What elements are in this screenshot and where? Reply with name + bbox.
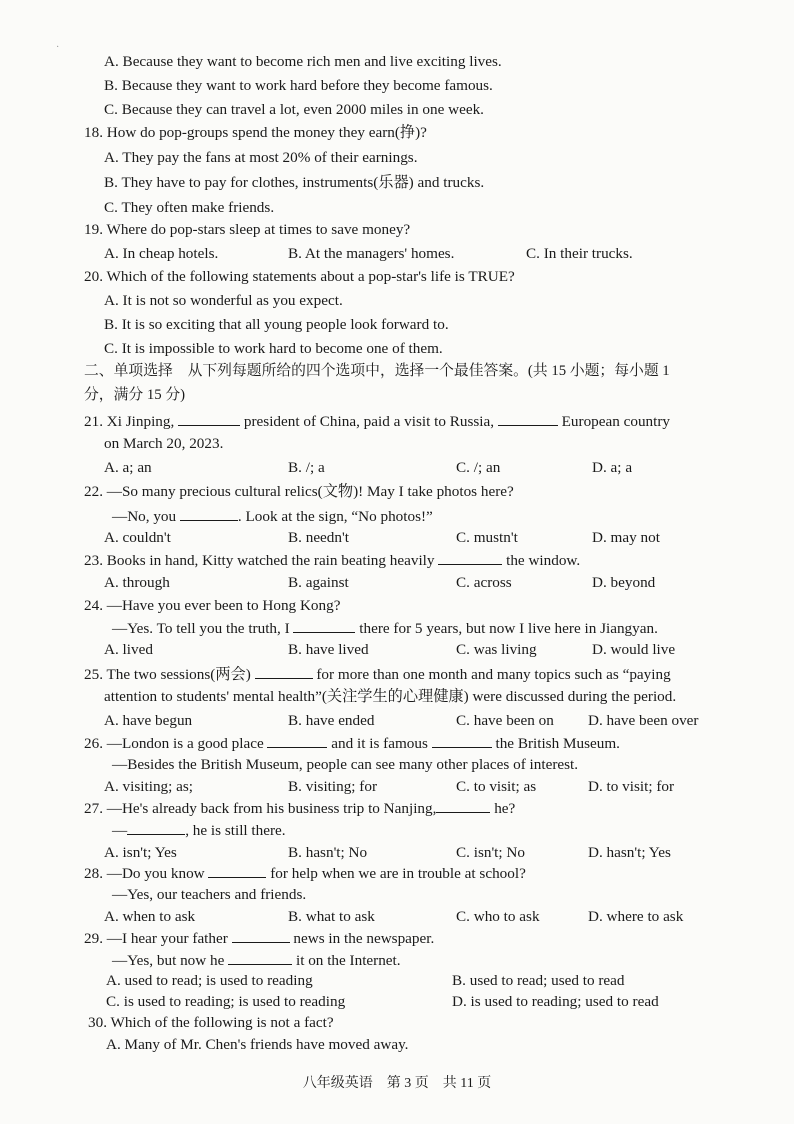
q19-option-c: C. In their trucks. [526, 245, 633, 262]
q23-stem-text-1: 23. Books in hand, Kitty watched the rain beating heavily [84, 552, 439, 569]
q18-stem: 18. How do pop-groups spend the money they earn(挣)? [84, 124, 427, 141]
q29-option-d: D. is used to reading; used to read [452, 993, 659, 1010]
q29-reply [112, 950, 401, 971]
q27-option-b: B. hasn't; No [288, 844, 368, 861]
q28-options [0, 907, 794, 927]
q17-option-a: A. Because they want to become rich men and live exciting lives. [104, 53, 502, 70]
q29-stem-text-2: news in the newspaper. [289, 930, 435, 947]
q21-options [0, 458, 794, 478]
q21-stem-text-1: 21. Xi Jinping, [84, 413, 179, 430]
q21-stem-text-3: European country [557, 413, 671, 430]
q24-stem: 24. —Have you ever been to Hong Kong? [84, 597, 341, 614]
q22-option-d: D. may not [592, 529, 660, 546]
q27-reply-text-1: — [112, 822, 128, 839]
q27-reply [112, 820, 286, 841]
q28-stem-text-1: 28. —Do you know [84, 865, 209, 882]
q24-reply-text-1: —Yes. To tell you the truth, I [112, 620, 294, 637]
q28-reply: —Yes, our teachers and friends. [112, 886, 307, 903]
q23-stem [84, 550, 580, 571]
q22-reply-text-1: —No, you [112, 508, 180, 525]
q29-options-ab [0, 971, 794, 991]
q24-option-a: A. lived [104, 641, 153, 658]
q27-stem-text-2: he? [490, 800, 516, 817]
q19-options [0, 244, 794, 264]
q18-option-c: C. They often make friends. [104, 199, 275, 216]
q27-reply-text-2: , he is still there. [185, 822, 286, 839]
q24-option-b: B. have lived [288, 641, 369, 658]
q26-stem [84, 733, 620, 754]
q27-stem [84, 798, 515, 819]
q30-stem: 30. Which of the following is not a fact? [88, 1014, 334, 1031]
q20-option-a: A. It is not so wonderful as you expect. [104, 292, 343, 309]
q29-stem [84, 928, 434, 949]
q25-option-c: C. have been on [456, 712, 554, 729]
q25-stem-text-2: for more than one month and many topics such as “paying [312, 666, 671, 683]
q20-option-c: C. It is impossible to work hard to become one of them. [104, 340, 443, 357]
q28-stem [84, 863, 526, 884]
q24-reply [112, 618, 658, 639]
q21-stem-text-2: president of China, paid a visit to Russia, [240, 413, 498, 430]
q22-reply-text-2: . Look at the sign, “No photos!” [237, 508, 433, 525]
q26-options [0, 777, 794, 797]
q24-option-d: D. would live [592, 641, 676, 658]
q26-option-d: D. to visit; for [588, 778, 675, 795]
q23-option-a: A. through [104, 574, 170, 591]
q27-blank-2 [127, 820, 185, 835]
q20-option-b: B. It is so exciting that all young people look forward to. [104, 316, 449, 333]
corner-mark: · [56, 42, 60, 53]
q26-blank-1 [267, 733, 327, 748]
q28-option-a: A. when to ask [104, 908, 196, 925]
q29-option-c: C. is used to reading; is used to reading [106, 993, 346, 1010]
q27-stem-text-1: 27. —He's already back from his business trip to Nanjing, [84, 800, 437, 817]
q22-option-b: B. needn't [288, 529, 349, 546]
q28-blank [208, 863, 266, 878]
q22-blank [180, 506, 238, 521]
q22-options [0, 528, 794, 548]
q29-options-cd [0, 992, 794, 1012]
q29-reply-text-1: —Yes, but now he [112, 952, 229, 969]
q23-option-b: B. against [288, 574, 349, 591]
q26-stem-text-2: and it is famous [327, 735, 432, 752]
q24-options [0, 640, 794, 660]
q23-stem-text-2: the window. [502, 552, 581, 569]
q21-option-a: A. a; an [104, 459, 152, 476]
q18-option-b: B. They have to pay for clothes, instruments(乐器) and trucks. [104, 174, 485, 191]
q28-option-b: B. what to ask [288, 908, 375, 925]
q17-option-c: C. Because they can travel a lot, even 2000 miles in one week. [104, 101, 484, 118]
q20-stem: 20. Which of the following statements about a pop-star's life is TRUE? [84, 268, 515, 285]
q29-reply-text-2: it on the Internet. [292, 952, 401, 969]
q26-option-b: B. visiting; for [288, 778, 378, 795]
q24-blank [293, 618, 355, 633]
q29-stem-text-1: 29. —I hear your father [84, 930, 232, 947]
q26-stem-text-1: 26. —London is a good place [84, 735, 268, 752]
q25-option-a: A. have begun [104, 712, 193, 729]
q27-option-d: D. hasn't; Yes [588, 844, 671, 861]
q22-reply [112, 506, 433, 527]
q26-option-a: A. visiting; as; [104, 778, 194, 795]
q25-stem-cont: attention to students' mental health”(关注学生的心理健康) were discussed during the period. [104, 688, 677, 705]
q28-option-d: D. where to ask [588, 908, 684, 925]
q21-option-b: B. /; a [288, 459, 325, 476]
q21-option-c: C. /; an [456, 459, 501, 476]
q24-reply-text-2: there for 5 years, but now I live here in Jiangyan. [355, 620, 658, 637]
q17-option-b: B. Because they want to work hard before they become famous. [104, 77, 493, 94]
q30-option-a: A. Many of Mr. Chen's friends have moved away. [106, 1036, 409, 1053]
q21-blank-1 [178, 411, 240, 426]
q28-option-c: C. who to ask [456, 908, 540, 925]
section-title: 二、单项选择 从下列每题所给的四个选项中，选择一个最佳答案。(共 15 小题；每小题 1 [84, 363, 670, 379]
q27-options [0, 843, 794, 863]
q25-stem-text-1: 25. The two sessions(两会) [84, 666, 255, 683]
q25-option-b: B. have ended [288, 712, 375, 729]
section-title-cont: 分，满分 15 分) [84, 387, 186, 403]
q23-blank [438, 550, 502, 565]
q24-option-c: C. was living [456, 641, 537, 658]
q26-stem-text-3: the British Museum. [491, 735, 620, 752]
q23-options [0, 573, 794, 593]
q27-option-c: C. isn't; No [456, 844, 525, 861]
q25-option-d: D. have been over [588, 712, 699, 729]
q26-blank-2 [432, 733, 492, 748]
q23-option-c: C. across [456, 574, 512, 591]
q29-option-a: A. used to read; is used to reading [106, 972, 313, 989]
q29-blank-1 [232, 928, 290, 943]
q21-blank-2 [498, 411, 558, 426]
q19-stem: 19. Where do pop-stars sleep at times to save money? [84, 221, 411, 238]
q21-stem [84, 411, 670, 432]
q25-stem [84, 664, 671, 685]
q22-option-c: C. mustn't [456, 529, 518, 546]
q25-options [0, 711, 794, 731]
q21-option-d: D. a; a [592, 459, 633, 476]
q29-option-b: B. used to read; used to read [452, 972, 625, 989]
page-footer: 八年级英语 第 3 页 共 11 页 [302, 1076, 492, 1091]
q29-blank-2 [228, 950, 292, 965]
q25-blank [255, 664, 313, 679]
q19-option-a: A. In cheap hotels. [104, 245, 219, 262]
q21-stem-cont: on March 20, 2023. [104, 435, 224, 452]
q23-option-d: D. beyond [592, 574, 656, 591]
q27-option-a: A. isn't; Yes [104, 844, 177, 861]
q18-option-a: A. They pay the fans at most 20% of their earnings. [104, 149, 418, 166]
q27-blank-1 [436, 798, 490, 813]
q22-stem: 22. —So many precious cultural relics(文物)! May I take photos here? [84, 483, 514, 500]
q19-option-b: B. At the managers' homes. [288, 245, 455, 262]
q26-reply: —Besides the British Museum, people can see many other places of interest. [112, 756, 579, 773]
q22-option-a: A. couldn't [104, 529, 171, 546]
q26-option-c: C. to visit; as [456, 778, 537, 795]
q28-stem-text-2: for help when we are in trouble at school? [266, 865, 526, 882]
